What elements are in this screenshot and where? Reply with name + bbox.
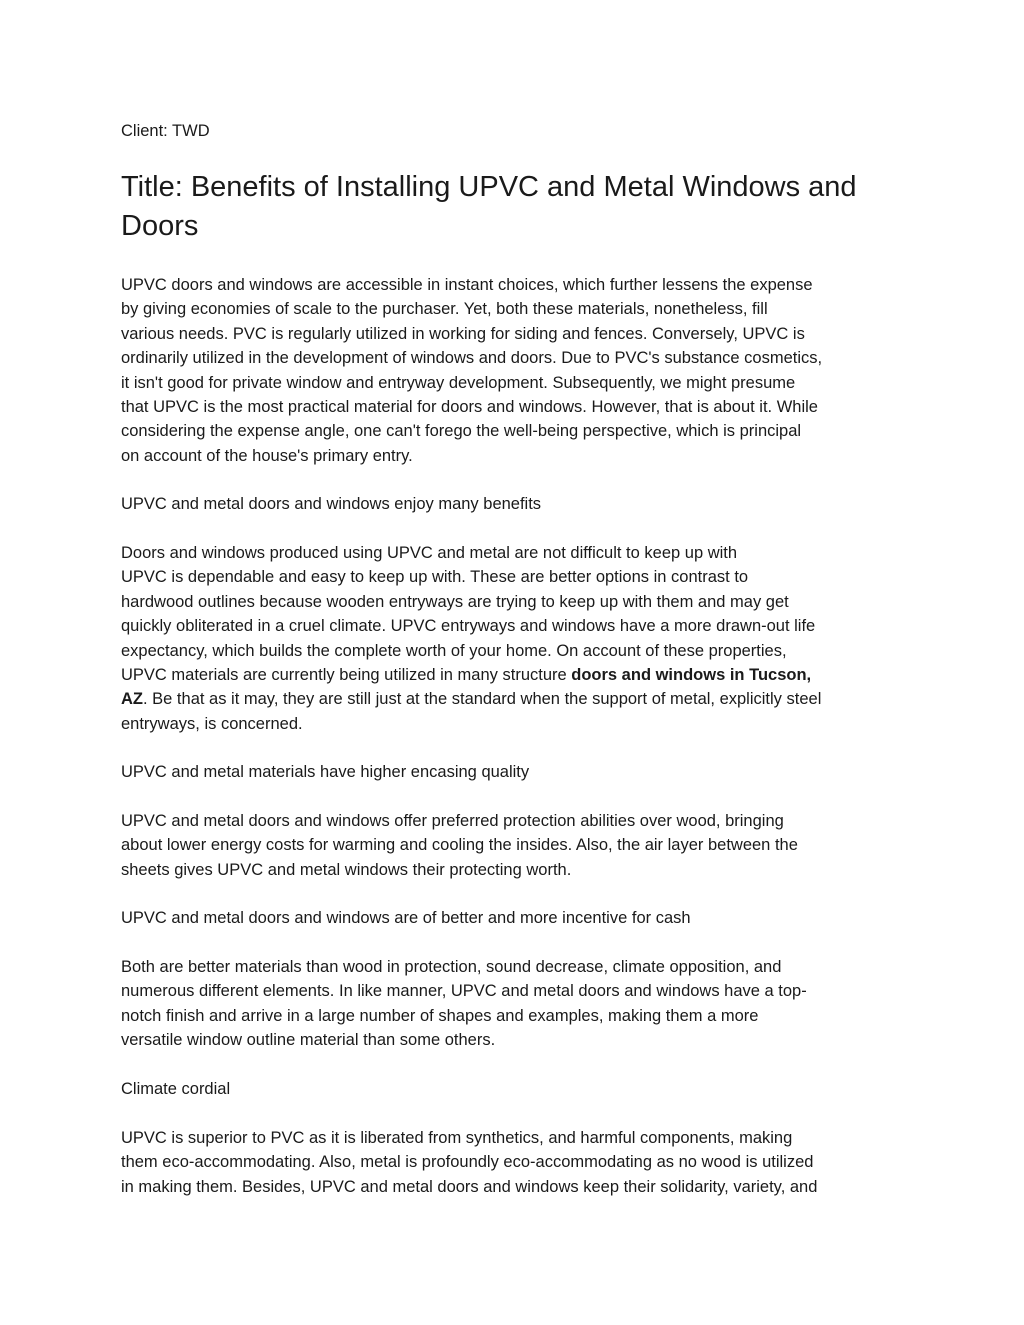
text-line: Doors and windows produced using UPVC and metal are not difficult to keep up with (121, 544, 738, 562)
text-line: UPVC is superior to PVC as it is liberated from synthetics, and harmful components, making (121, 1129, 793, 1147)
paragraph-intro (121, 273, 911, 468)
text-line: ordinarily utilized in the development of windows and doors. Due to PVC's substance cosmetics, (121, 349, 823, 368)
text-line: UPVC and metal doors and windows offer preferred protection abilities over wood, bringing (121, 812, 784, 830)
text-line (121, 687, 911, 711)
text-line: UPVC doors and windows are accessible in instant choices, which further lessens the expense (121, 276, 813, 294)
text-line: sheets gives UPVC and metal windows their protecting worth. (121, 860, 572, 879)
text-line: by giving economies of scale to the purchaser. Yet, both these materials, nonetheless, fill (121, 300, 768, 319)
text-line: hardwood outlines because wooden entryways are trying to keep up with them and may get (121, 592, 789, 611)
text-line: on account of the house's primary entry. (121, 446, 413, 465)
text-line: versatile window outline material than some others. (121, 1031, 496, 1050)
text-run: . Be that as it may, they are still just at the standard when the support of metal, explicitly steel (143, 690, 822, 709)
text-line: expectancy, which builds the complete worth of your home. On account of these properties, (121, 641, 787, 660)
paragraph-materials (121, 955, 911, 1053)
text-line: notch finish and arrive in a large number of shapes and examples, making them a more (121, 1006, 759, 1025)
paragraph-maintenance (121, 541, 911, 736)
section-heading-value: UPVC and metal doors and windows are of better and more incentive for cash (121, 909, 691, 927)
client-line: Client: TWD (121, 122, 210, 140)
text-line: numerous different elements. In like manner, UPVC and metal doors and windows have a top- (121, 982, 807, 1001)
text-line: that UPVC is the most practical material for doors and windows. However, that is about it. While (121, 398, 818, 417)
document-title: Title: Benefits of Installing UPVC and Metal Windows and Doors (121, 171, 857, 242)
bold-keyword: doors and windows in Tucson, (571, 666, 812, 685)
text-line: about lower energy costs for warming and cooling the insides. Also, the air layer between the (121, 836, 798, 855)
paragraph-protection (121, 809, 911, 882)
text-line: entryways, is concerned. (121, 714, 303, 733)
text-line: them eco-accommodating. Also, metal is profoundly eco-accommodating as no wood is utilized (121, 1153, 814, 1172)
text-line: it isn't good for private window and entryway development. Subsequently, we might presume (121, 373, 796, 392)
text-line: various needs. PVC is regularly utilized in working for siding and fences. Conversely, UPVC is (121, 324, 805, 343)
text-line: UPVC is dependable and easy to keep up with. These are better options in contrast to (121, 568, 749, 587)
paragraph-eco (121, 1126, 911, 1199)
text-line: quickly obliterated in a cruel climate. UPVC entryways and windows have a more drawn-out life (121, 617, 816, 636)
text-run: UPVC materials are currently being utilized in many structure (121, 666, 572, 685)
text-line: Both are better materials than wood in protection, sound decrease, climate opposition, and (121, 958, 782, 976)
text-line: in making them. Besides, UPVC and metal doors and windows keep their solidarity, variety, and (121, 1177, 818, 1196)
section-heading-climate: Climate cordial (121, 1080, 231, 1098)
section-heading-benefits: UPVC and metal doors and windows enjoy many benefits (121, 495, 542, 513)
text-line: considering the expense angle, one can't forego the well-being perspective, which is principal (121, 422, 802, 441)
text-line (121, 663, 911, 687)
section-heading-encasing: UPVC and metal materials have higher encasing quality (121, 763, 530, 781)
bold-keyword: AZ (121, 690, 143, 709)
